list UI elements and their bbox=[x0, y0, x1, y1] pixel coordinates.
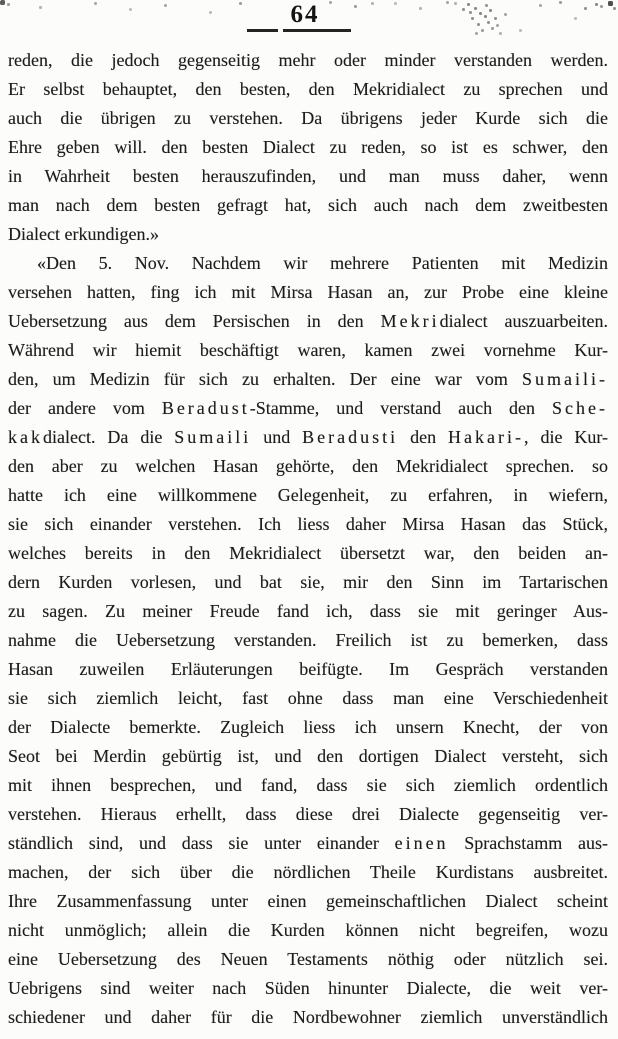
text-line bbox=[8, 916, 608, 945]
text-line bbox=[8, 75, 608, 104]
text-line bbox=[8, 684, 608, 713]
text-run: machen, der sich über die nördlichen Theile Kurdistans ausbreitet. bbox=[8, 862, 608, 882]
text-run: ständlich sind, und dass sie unter einander bbox=[8, 833, 395, 853]
text-line bbox=[8, 365, 608, 394]
text-line bbox=[8, 46, 608, 75]
text-line bbox=[8, 220, 608, 249]
text-line bbox=[8, 771, 608, 800]
text-run: Uebrigens sind weiter nach Süden hinunter Dialecte, die weit ver- bbox=[8, 978, 608, 998]
text-run: «Den 5. Nov. Nachdem wir mehrere Patienten mit Medizin bbox=[37, 253, 608, 273]
text-run: den aber zu welchen Hasan gehörte, den Mekridialect sprechen. so bbox=[8, 456, 608, 476]
text-line bbox=[8, 133, 608, 162]
text-line bbox=[8, 858, 608, 887]
text-run: und bbox=[251, 427, 303, 447]
text-line bbox=[8, 539, 608, 568]
text-line bbox=[8, 394, 608, 423]
letterspaced-term: Mekri bbox=[380, 311, 440, 331]
text-run: zu sagen. Zu meiner Freude fand ich, dass sie mit geringer Aus- bbox=[8, 601, 608, 621]
text-line bbox=[8, 423, 608, 452]
text-line bbox=[8, 713, 608, 742]
text-run: dialect. Da die bbox=[43, 427, 175, 447]
letterspaced-term: Sumaili bbox=[174, 427, 252, 447]
letterspaced-term: Hakari- bbox=[448, 427, 524, 447]
text-run: sie sich einander verstehen. Ich liess daher Mirsa Hasan das Stück, bbox=[8, 514, 608, 534]
text-line bbox=[8, 1003, 608, 1032]
text-run: Während wir hiemit beschäftigt waren, kamen zwei vornehme Kur- bbox=[8, 340, 608, 360]
text-run: hatte ich eine willkommene Gelegenheit, zu erfahren, in wiefern, bbox=[8, 485, 608, 505]
text-line bbox=[8, 568, 608, 597]
text-line bbox=[8, 742, 608, 771]
text-run: welches bereits in den Mekridialect übersetzt war, den beiden an- bbox=[8, 543, 608, 563]
text-run: Er selbst behauptet, den besten, den Mekridialect zu sprechen und bbox=[8, 79, 608, 99]
letterspaced-term: Sche- bbox=[552, 398, 608, 418]
text-run: auch die übrigen zu verstehen. Da übrigens jeder Kurde sich die bbox=[8, 108, 608, 128]
text-run: Ehre geben will. den besten Dialect zu reden, so ist es schwer, den bbox=[8, 137, 608, 157]
text-line bbox=[8, 162, 608, 191]
letterspaced-term: einen bbox=[394, 833, 449, 853]
letterspaced-term: Sumaili- bbox=[522, 369, 608, 389]
text-line bbox=[8, 597, 608, 626]
header-rule-segment bbox=[247, 29, 278, 32]
text-line bbox=[8, 452, 608, 481]
text-run: reden, die jedoch gegenseitig mehr oder minder verstanden werden. bbox=[8, 50, 608, 70]
text-run: den, um Medizin für sich zu erhalten. Der eine war vom bbox=[8, 369, 522, 389]
text-run: , die Kur- bbox=[524, 427, 608, 447]
text-line bbox=[8, 626, 608, 655]
letterspaced-term: Beradusti bbox=[302, 427, 399, 447]
text-line bbox=[8, 800, 608, 829]
text-run: Sprachstamm aus- bbox=[448, 833, 608, 853]
letterspaced-term: kak bbox=[8, 427, 43, 447]
text-line bbox=[8, 510, 608, 539]
page-number: 64 bbox=[290, 1, 320, 28]
text-line bbox=[8, 481, 608, 510]
paragraph bbox=[8, 249, 608, 1032]
text-run: Seot bei Merdin gebürtig ist, und den dortigen Dialect versteht, sich bbox=[8, 746, 608, 766]
text-line bbox=[8, 191, 608, 220]
text-run: in Wahrheit besten herauszufinden, und man muss daher, wenn bbox=[8, 166, 608, 186]
text-run: man nach dem besten gefragt hat, sich auch nach dem zweitbesten bbox=[8, 195, 608, 215]
header-rule-segment bbox=[283, 29, 351, 32]
text-run: nahme die Uebersetzung verstanden. Freilich ist zu bemerken, dass bbox=[8, 630, 608, 650]
text-run: eine Uebersetzung des Neuen Testaments nöthig oder nützlich sei. bbox=[8, 949, 608, 969]
text-line bbox=[8, 249, 608, 278]
text-run: den bbox=[398, 427, 449, 447]
text-run: mit ihnen besprechen, und fand, dass sie sich ziemlich ordentlich bbox=[8, 775, 608, 795]
text-line bbox=[8, 887, 608, 916]
text-line bbox=[8, 336, 608, 365]
text-run: Hasan zuweilen Erläuterungen beifügte. Im Gespräch verstanden bbox=[8, 659, 608, 679]
text-line bbox=[8, 655, 608, 684]
text-line bbox=[8, 829, 608, 858]
text-run: sie sich ziemlich leicht, fast ohne dass man eine Verschiedenheit bbox=[8, 688, 608, 708]
text-line bbox=[8, 278, 608, 307]
paragraph bbox=[8, 46, 608, 249]
text-run: -Stamme, und verstand auch den bbox=[249, 398, 553, 418]
text-run: dern Kurden vorlesen, und bat sie, mir den Sinn im Tartarischen bbox=[8, 572, 608, 592]
text-line bbox=[8, 974, 608, 1003]
text-run: versehen hatten, fing ich mit Mirsa Hasan an, zur Probe eine kleine bbox=[8, 282, 608, 302]
text-line bbox=[8, 104, 608, 133]
letterspaced-term: Beradust bbox=[161, 398, 250, 418]
text-run: dialect auszuarbeiten. bbox=[439, 311, 608, 331]
text-run: der andere vom bbox=[8, 398, 162, 418]
page-body bbox=[8, 46, 608, 1032]
text-run: verstehen. Hieraus erhellt, dass diese drei Dialecte gegenseitig ver- bbox=[8, 804, 608, 824]
text-line bbox=[8, 307, 608, 336]
text-run: nicht unmöglich; allein die Kurden können nicht begreifen, wozu bbox=[8, 920, 608, 940]
header-rule bbox=[247, 29, 351, 32]
text-run: schiedener und daher für die Nordbewohner ziemlich unverständlich bbox=[8, 1007, 608, 1027]
text-run: Dialect erkundigen.» bbox=[8, 224, 159, 244]
text-run: der Dialecte bemerkte. Zugleich liess ich unsern Knecht, der von bbox=[8, 717, 608, 737]
text-run: Ihre Zusammenfassung unter einen gemeinschaftlichen Dialect scheint bbox=[8, 891, 608, 911]
text-run: Uebersetzung aus dem Persischen in den bbox=[8, 311, 381, 331]
text-line bbox=[8, 945, 608, 974]
